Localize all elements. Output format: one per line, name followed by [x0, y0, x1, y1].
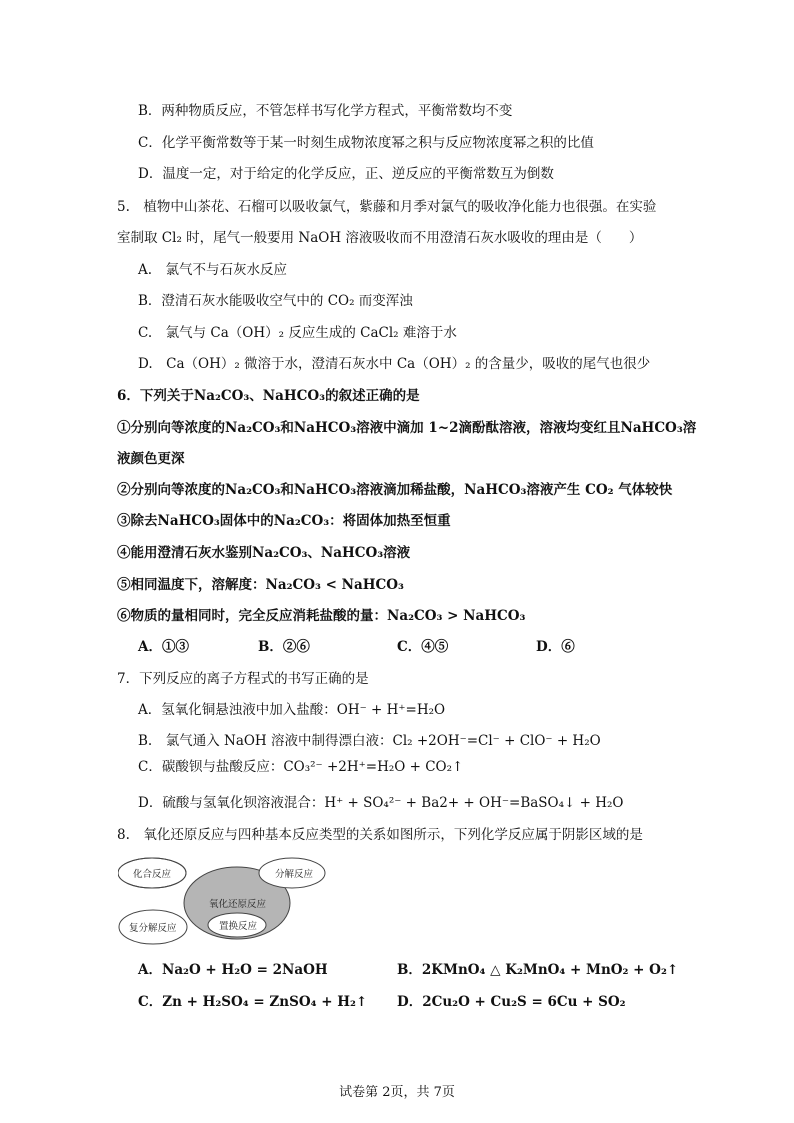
q6-option-d: D．⑥: [536, 639, 575, 655]
q6-option-b: B．②⑥: [258, 639, 310, 655]
q5-option-b: B．澄清石灰水能吸收空气中的 CO₂ 而变浑浊: [138, 293, 413, 309]
q6-option-a: A．①③: [138, 639, 189, 655]
reaction-type-venn-diagram: [118, 854, 348, 949]
q5-stem-line1: 5. 植物中山茶花、石榴可以吸收氯气，紫藤和月季对氯气的吸收净化能力也很强。在实验: [117, 199, 657, 215]
q7-option-a: A．氢氧化铜悬浊液中加入盐酸：OH⁻ + H⁺=H₂O: [138, 702, 446, 718]
q4-option-d: D．温度一定，对于给定的化学反应，正、逆反应的平衡常数互为倒数: [138, 166, 554, 182]
q7-option-d: D．硫酸与氢氧化钡溶液混合：H⁺ + SO₄²⁻ + Ba2+ + OH⁻=BaSO₄↓ + H₂O: [138, 795, 624, 811]
q8-option-d: D．2Cu₂O + Cu₂S = 6Cu + SO₂: [397, 994, 626, 1010]
q8-stem: 8. 氧化还原反应与四种基本反应类型的关系如图所示，下列化学反应属于阴影区域的是: [117, 827, 643, 843]
combination-label: 化合反应: [133, 869, 172, 880]
q4-option-c: C．化学平衡常数等于某一时刻生成物浓度幂之积与反应物浓度幂之积的比值: [138, 135, 594, 151]
q6-item5: ⑤相同温度下，溶解度：Na₂CO₃ < NaHCO₃: [117, 577, 404, 593]
q5-option-a: A. 氯气不与石灰水反应: [138, 262, 288, 278]
q6-item1-line1: ①分别向等浓度的Na₂CO₃和NaHCO₃溶液中滴加 1~2滴酚酞溶液，溶液均变红且NaHCO₃溶: [117, 420, 697, 436]
q6-item3: ③除去NaHCO₃固体中的Na₂CO₃：将固体加热至恒重: [117, 513, 451, 529]
decomposition-label: 分解反应: [275, 869, 314, 880]
q6-option-c: C．④⑤: [397, 639, 449, 655]
q8-option-b: B．2KMnO₄ △ K₂MnO₄ + MnO₂ + O₂↑: [397, 962, 679, 978]
q6-item6: ⑥物质的量相同时，完全反应消耗盐酸的量：Na₂CO₃ > NaHCO₃: [117, 608, 526, 624]
page-footer: 试卷第 2页，共 7页: [339, 1085, 455, 1100]
q6-item4: ④能用澄清石灰水鉴别Na₂CO₃、NaHCO₃溶液: [117, 545, 411, 561]
q6-item1-line2: 液颜色更深: [117, 451, 185, 467]
redox-label: 氧化还原反应: [209, 899, 267, 910]
q5-option-c: C. 氯气与 Ca（OH）₂ 反应生成的 CaCl₂ 难溶于水: [138, 325, 457, 341]
q7-option-b: B. 氯气通入 NaOH 溶液中制得漂白液：Cl₂ +2OH⁻=Cl⁻ + ClO⁻ + H₂O: [138, 733, 601, 749]
q5-stem-line2: 室制取 Cl₂ 时，尾气一般要用 NaOH 溶液吸收而不用澄清石灰水吸收的理由是（ ）: [117, 230, 643, 246]
q8-option-a: A．Na₂O + H₂O = 2NaOH: [138, 962, 328, 978]
displacement-label: 置换反应: [219, 921, 258, 932]
q4-option-b: B．两种物质反应，不管怎样书写化学方程式，平衡常数均不变: [138, 103, 513, 119]
q8-option-c: C．Zn + H₂SO₄ = ZnSO₄ + H₂↑: [138, 994, 368, 1010]
q7-option-c: C．碳酸钡与盐酸反应：CO₃²⁻ +2H⁺=H₂O + CO₂↑: [138, 759, 464, 775]
q7-stem: 7．下列反应的离子方程式的书写正确的是: [117, 671, 369, 687]
double-decomposition-label: 复分解反应: [129, 923, 177, 934]
q6-item2: ②分别向等浓度的Na₂CO₃和NaHCO₃溶液滴加稀盐酸，NaHCO₃溶液产生 CO₂ 气体较快: [117, 482, 673, 498]
q6-stem: 6．下列关于Na₂CO₃、NaHCO₃的叙述正确的是: [117, 388, 420, 404]
q5-option-d: D. Ca（OH）₂ 微溶于水，澄清石灰水中 Ca（OH）₂ 的含量少，吸收的尾气也很少: [138, 356, 651, 372]
